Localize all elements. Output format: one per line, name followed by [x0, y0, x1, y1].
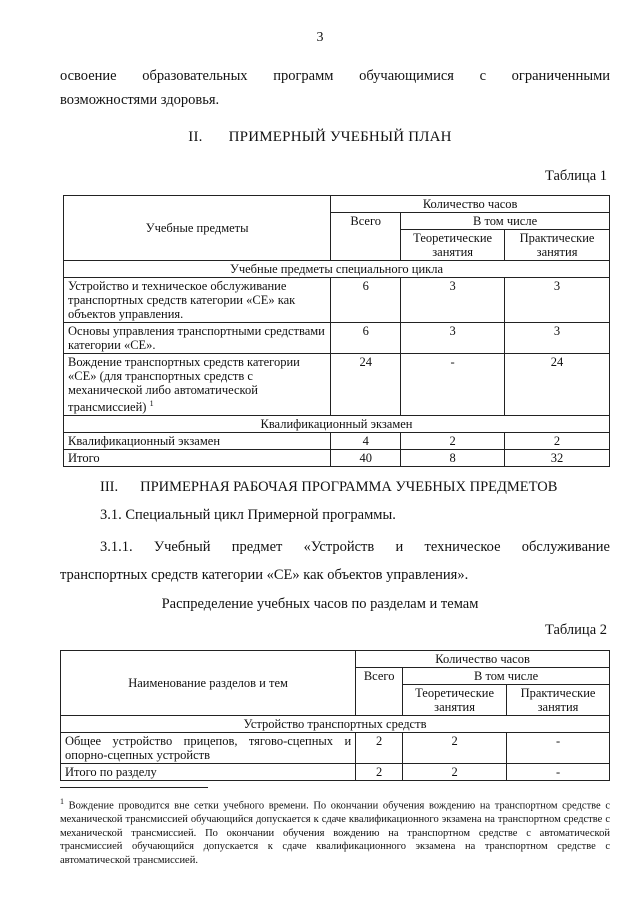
- table-row: [61, 733, 610, 764]
- header-theory: Теоретические занятия: [401, 230, 505, 261]
- intro-line-1: [60, 64, 610, 88]
- page-number: 3: [316, 30, 324, 45]
- row-total: 6: [331, 323, 401, 354]
- row-practice: 24: [505, 354, 610, 416]
- row-theory: 2: [403, 733, 507, 764]
- subsection-word: и: [395, 539, 404, 555]
- intro-word: образовательных: [142, 68, 248, 84]
- row-name: Итого: [64, 450, 331, 467]
- row-theory: 2: [403, 764, 507, 781]
- section-3-heading: [100, 479, 557, 496]
- table-row: [64, 278, 610, 323]
- table-2-caption: Таблица 2: [544, 622, 607, 638]
- subsection-line-1: [60, 533, 610, 561]
- row-total: 2: [356, 733, 403, 764]
- group-exam: Квалификационный экзамен: [64, 416, 610, 433]
- subsection-3-1: 3.1. Специальный цикл Примерной программы.: [100, 507, 396, 523]
- section-3-number: III.: [100, 479, 119, 495]
- row-practice: 2: [505, 433, 610, 450]
- group-special-cycle: Учебные предметы специального цикла: [64, 261, 610, 278]
- row-theory: -: [401, 354, 505, 416]
- row-name: Вождение транспортных средств категории «CE» (для транспортных средств с механической либо автоматической трансмиссией): [68, 355, 300, 415]
- row-name: Квалификационный экзамен: [64, 433, 331, 450]
- header-including: В том числе: [401, 213, 610, 230]
- footnote-mark: 1: [60, 797, 64, 806]
- table-header-row: [61, 651, 610, 668]
- row-name-cell: [64, 354, 331, 416]
- subsection-3-1-1: [60, 533, 610, 589]
- row-total: 4: [331, 433, 401, 450]
- row-total: 2: [356, 764, 403, 781]
- intro-word: освоение: [60, 68, 117, 84]
- row-name: Общее устройство прицепов, тягово-сцепных и опорно-сцепных устройств: [61, 733, 356, 764]
- header-subjects: Учебные предметы: [64, 196, 331, 261]
- row-practice: 3: [505, 278, 610, 323]
- header-total: Всего: [331, 213, 401, 261]
- intro-word: программ: [273, 68, 334, 84]
- row-practice: -: [507, 764, 610, 781]
- subsection-line-2: транспортных средств категории «CE» как объектов управления».: [60, 567, 469, 583]
- intro-word: с: [479, 68, 487, 84]
- footnote-ref: 1: [149, 399, 154, 408]
- section-2-title: ПРИМЕРНЫЙ УЧЕБНЫЙ ПЛАН: [228, 129, 452, 145]
- row-total: 40: [331, 450, 401, 467]
- row-practice: 32: [505, 450, 610, 467]
- row-total: 6: [331, 278, 401, 323]
- table-total-row: [61, 764, 610, 781]
- table-group-row: [64, 416, 610, 433]
- header-practice: Практические занятия: [507, 685, 610, 716]
- row-theory: 3: [401, 323, 505, 354]
- subsection-word: обслуживание: [521, 539, 610, 555]
- header-theory: Теоретические занятия: [403, 685, 507, 716]
- subsection-word: предмет: [231, 539, 283, 555]
- intro-line-2: возможностями здоровья.: [60, 92, 220, 108]
- footnote-divider: [60, 787, 208, 788]
- table-row: [64, 323, 610, 354]
- table-group-row: [64, 261, 610, 278]
- row-theory: 3: [401, 278, 505, 323]
- header-practice: Практические занятия: [505, 230, 610, 261]
- table-total-row: [64, 450, 610, 467]
- row-name: Итого по разделу: [61, 764, 356, 781]
- group-vehicle-structure: Устройство транспортных средств: [61, 716, 610, 733]
- table-group-row: [61, 716, 610, 733]
- row-practice: -: [507, 733, 610, 764]
- curriculum-table: [63, 195, 610, 467]
- header-hours: Количество часов: [356, 651, 610, 668]
- table-header-row: [64, 196, 610, 213]
- intro-word: обучающимися: [359, 68, 454, 84]
- row-theory: 2: [401, 433, 505, 450]
- header-including: В том числе: [403, 668, 610, 685]
- table-1-caption: Таблица 1: [544, 168, 607, 184]
- intro-paragraph: [60, 64, 610, 112]
- section-2-heading: [0, 129, 640, 146]
- row-theory: 8: [401, 450, 505, 467]
- table-row: [64, 433, 610, 450]
- section-2-number: II.: [188, 129, 203, 145]
- hours-distribution-table: [60, 650, 610, 781]
- row-practice: 3: [505, 323, 610, 354]
- subsection-word: Учебный: [153, 539, 211, 555]
- footnote-text: Вождение проводится вне сетки учебного времени. По окончании обучения вождению на транспортном средстве с механической трансмиссией обучающийся допускается к сдаче квалификационного экзамена на транспортном средстве с механической трансмиссией. По окончании обучения вождению на транспортном средстве с автоматической трансмиссией обучающийся допускается к сдаче квалификационного экзамена на транспортном средстве с автоматической трансмиссией.: [60, 800, 610, 866]
- section-3-title: ПРИМЕРНАЯ РАБОЧАЯ ПРОГРАММА УЧЕБНЫХ ПРЕДМЕТОВ: [140, 479, 558, 495]
- subsection-word: «Устройств: [303, 539, 375, 555]
- row-name: Устройство и техническое обслуживание транспортных средств категории «CE» как объектов управления.: [64, 278, 331, 323]
- header-sections: Наименование разделов и тем: [61, 651, 356, 716]
- row-name: Основы управления транспортными средствами категории «CE».: [64, 323, 331, 354]
- row-total: 24: [331, 354, 401, 416]
- footnote: [60, 795, 610, 867]
- intro-word: ограниченными: [511, 68, 610, 84]
- subsection-word: 3.1.1.: [100, 539, 133, 555]
- distribution-title: Распределение учебных часов по разделам и темам: [161, 596, 479, 612]
- table-row: [64, 354, 610, 416]
- header-hours: Количество часов: [331, 196, 610, 213]
- header-total: Всего: [356, 668, 403, 716]
- subsection-word: техническое: [424, 539, 501, 555]
